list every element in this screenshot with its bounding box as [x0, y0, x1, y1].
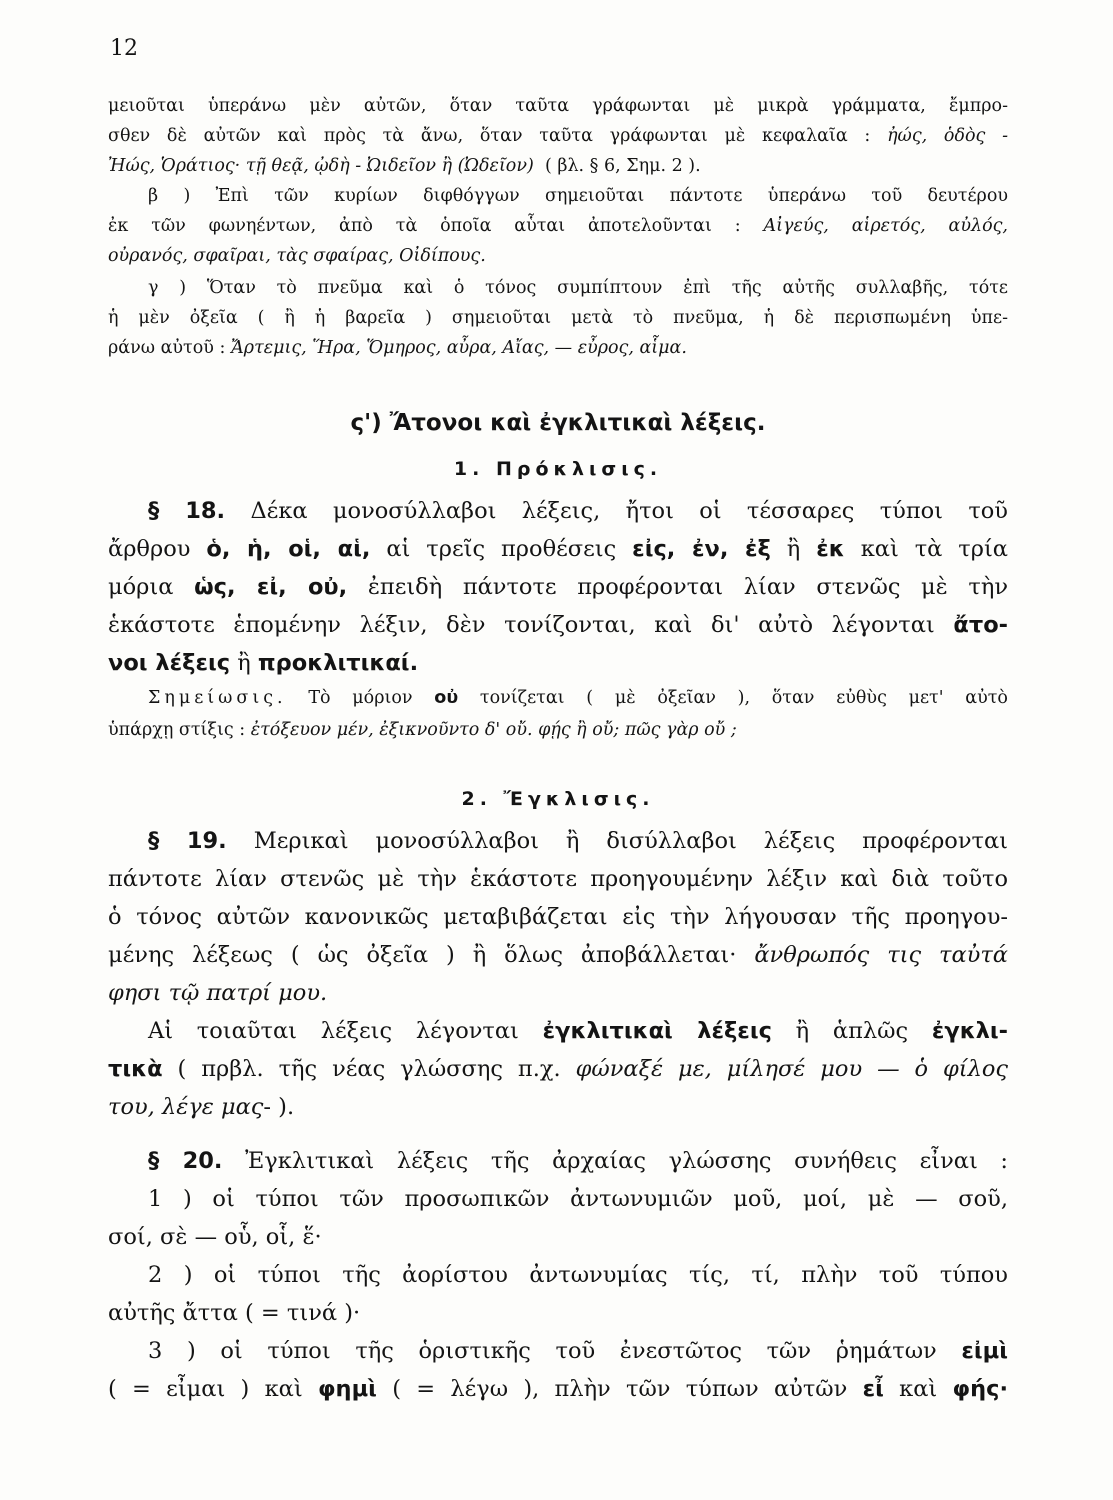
paragraph-line: νοι λέξεις ἢ προκλιτικαί.: [108, 650, 419, 676]
paragraph-line: § 18. Δέκα μονοσύλλαβοι λέξεις, ἤτοι οἱ τέσσαρες τύποι τοῦ: [148, 498, 1008, 524]
list-item-continuation: αὐτῆς ἄττα ( = τινά )·: [108, 1300, 361, 1326]
subsection-heading: 2. Ἔγκλισις.: [461, 788, 655, 810]
section-number: § 20.: [148, 1148, 223, 1174]
note-line: Σημείωσις. Τὸ μόριον οὐ τονίζεται ( μὲ ὀξεῖαν ), ὅταν εὐθὺς μετ' αὐτὸ: [148, 688, 1008, 708]
section-number: § 19.: [148, 828, 227, 854]
paragraph-line: § 19. Μερικαὶ μονοσύλλαβοι ἢ δισύλλαβοι λέξεις προφέρονται: [148, 828, 1008, 854]
note-line: ὑπάρχῃ στίξις : ἐτόξευον μέν, ἐξικνοῦντο δ' οὔ. φῄς ἢ οὔ; πῶς γὰρ οὔ ;: [108, 720, 737, 740]
text-line: ράνω αὐτοῦ : Ἄρτεμις, Ἥρα, Ὅμηρος, αὖρα, Αἴας, — εὖρος, αἷμα.: [108, 338, 687, 358]
text-line: β ) Ἐπὶ τῶν κυρίων διφθόγγων σημειοῦται πάντοτε ὑπεράνω τοῦ δευτέρου: [148, 186, 1008, 206]
paragraph-line: ἄρθρου ὁ, ἡ, οἱ, αἱ, αἱ τρεῖς προθέσεις εἰς, ἐν, ἐξ ἢ ἐκ καὶ τὰ τρία: [108, 536, 1008, 562]
paragraph-line: ἑκάστοτε ἑπομένην λέξιν, δὲν τονίζονται, καὶ δι' αὐτὸ λέγονται ἄτο-: [108, 612, 1008, 638]
section-heading: ς') Ἄτονοι καὶ ἐγκλιτικαὶ λέξεις.: [350, 410, 766, 436]
list-item-continuation: ( = εἶμαι ) καὶ φημὶ ( = λέγω ), πλὴν τῶν τύπων αὐτῶν εἶ καὶ φής·: [108, 1376, 1009, 1402]
list-item: 1 ) οἱ τύποι τῶν προσωπικῶν ἀντωνυμιῶν μοῦ, μοί, μὲ — σοῦ,: [148, 1186, 1008, 1212]
paragraph-line: μένης λέξεως ( ὡς ὀξεῖα ) ἢ ὅλως ἀποβάλλεται· ἄνθρωπός τις ταὐτά: [108, 942, 1008, 968]
text-line: Ἠώς, Ὁράτιος· τῇ θεᾷ, ᾠδὴ - Ὠιδεῖον ἢ (Ὠδεῖον) ( βλ. § 6, Σημ. 2 ).: [108, 156, 701, 176]
page-number: 12: [110, 36, 138, 61]
text-line: σθεν δὲ αὐτῶν καὶ πρὸς τὰ ἄνω, ὅταν ταῦτα γράφωνται μὲ κεφαλαῖα : ἠώς, ὁδὸς -: [108, 126, 1008, 146]
paragraph-line: του, λέγε μας- ).: [108, 1094, 295, 1120]
paragraph-line: ὁ τόνος αὐτῶν κανονικῶς μεταβιβάζεται εἰς τὴν λήγουσαν τῆς προηγου-: [108, 904, 1008, 930]
paragraph-line: μόρια ὡς, εἰ, οὐ, ἐπειδὴ πάντοτε προφέρονται λίαν στενῶς μὲ τὴν: [108, 574, 1008, 600]
list-item-continuation: σοί, σὲ — οὗ, οἷ, ἕ·: [108, 1224, 322, 1250]
text-line: ἐκ τῶν φωνηέντων, ἀπὸ τὰ ὁποῖα αὗται ἀποτελοῦνται : Αἰγεύς, αἱρετός, αὐλός,: [108, 216, 1008, 236]
text-line: ἡ μὲν ὀξεῖα ( ἢ ἡ βαρεῖα ) σημειοῦται μετὰ τὸ πνεῦμα, ἡ δὲ περισπωμένη ὑπε-: [108, 308, 1008, 328]
list-item: 3 ) οἱ τύποι τῆς ὁριστικῆς τοῦ ἐνεστῶτος τῶν ῥημάτων εἰμὶ: [148, 1338, 1009, 1364]
paragraph-line: πάντοτε λίαν στενῶς μὲ τὴν ἑκάστοτε προηγουμένην λέξιν καὶ διὰ τοῦτο: [108, 866, 1008, 892]
paragraph-line: φησι τῷ πατρί μου.: [108, 980, 328, 1006]
paragraph-line: Αἱ τοιαῦται λέξεις λέγονται ἐγκλιτικαὶ λέξεις ἢ ἁπλῶς ἐγκλι-: [148, 1018, 1009, 1044]
text-line: οὐρανός, σφαῖραι, τὰς σφαίρας, Οἰδίπους.: [108, 246, 486, 266]
list-item: 2 ) οἱ τύποι τῆς ἀορίστου ἀντωνυμίας τίς, τί, πλὴν τοῦ τύπου: [148, 1262, 1008, 1288]
paragraph-line: τικὰ ( πρβλ. τῆς νέας γλώσσης π.χ. φώναξέ με, μίλησέ μου — ὁ φίλος: [108, 1056, 1008, 1082]
text-line: μειοῦται ὑπεράνω μὲν αὐτῶν, ὅταν ταῦτα γράφωνται μὲ μικρὰ γράμματα, ἔμπρο-: [108, 96, 1008, 116]
text-line: γ ) Ὅταν τὸ πνεῦμα καὶ ὁ τόνος συμπίπτουν ἐπὶ τῆς αὐτῆς συλλαβῆς, τότε: [148, 278, 1008, 298]
subsection-heading: 1. Πρόκλισις.: [453, 458, 663, 480]
section-number: § 18.: [148, 498, 226, 524]
paragraph-line: § 20. Ἐγκλιτικαὶ λέξεις τῆς ἀρχαίας γλώσσης συνήθεις εἶναι :: [148, 1148, 1008, 1174]
